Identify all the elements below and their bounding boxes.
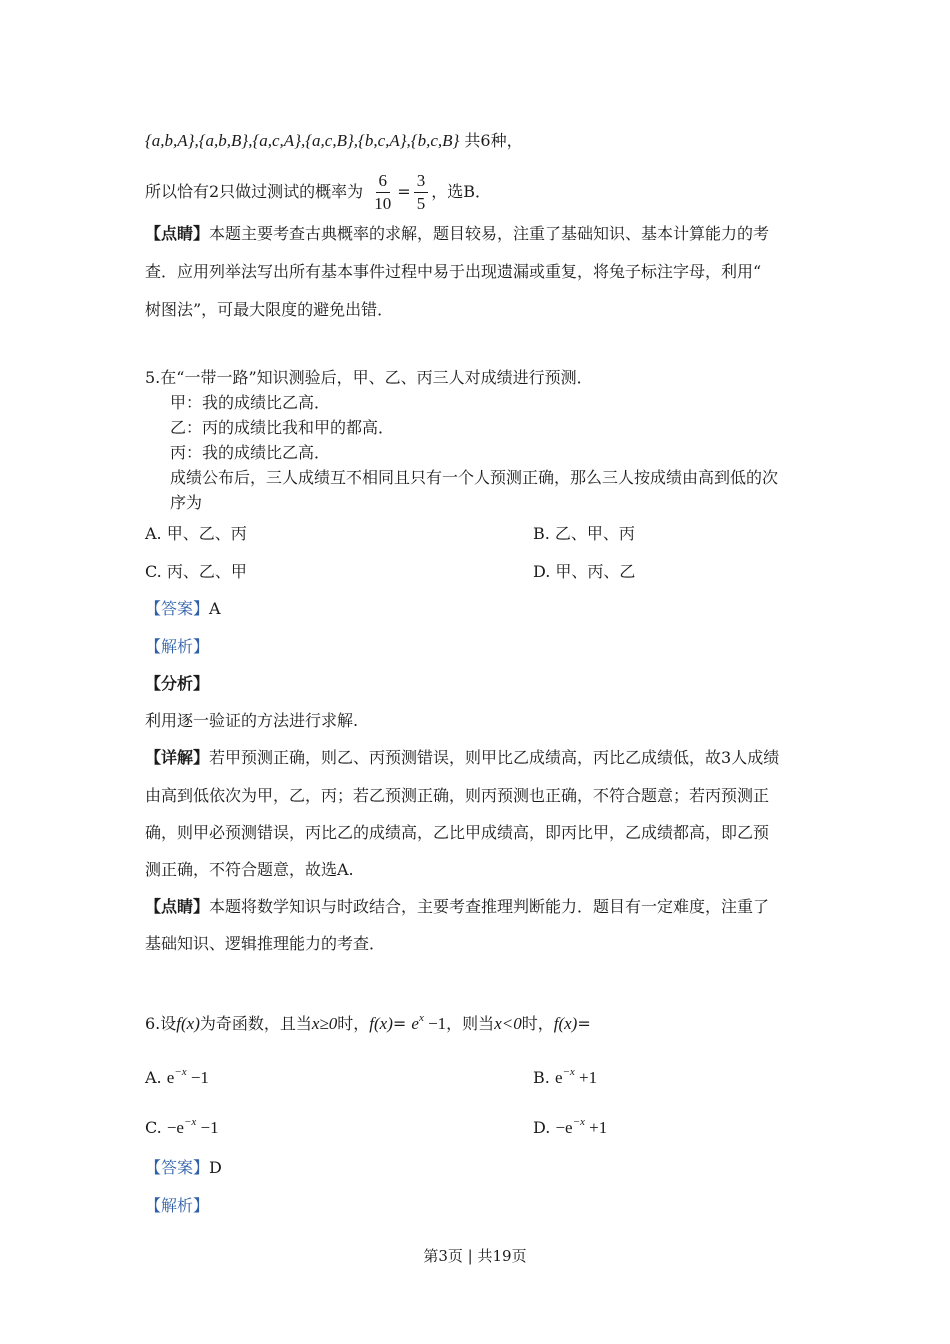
fraction-3-5 xyxy=(414,170,429,215)
comment-tag: 【点睛】 xyxy=(145,897,210,916)
exp-tail: −1 xyxy=(423,1014,447,1033)
equals-sign: = xyxy=(577,1014,591,1033)
option-tail: +1 xyxy=(574,1068,598,1087)
q5-statement-jia: 甲：我的成绩比乙高． xyxy=(170,393,331,412)
stem-text: 6.设 xyxy=(145,1014,177,1033)
q5-stem: 5.在“一带一路”知识测验后，甲、乙、丙三人对成绩进行预测． xyxy=(145,368,593,387)
option-exp: −x xyxy=(183,1116,197,1128)
condition-x-nonneg: x≥0 xyxy=(311,1014,338,1033)
option-tail: −1 xyxy=(186,1068,209,1087)
q5-option-d: D. 甲、丙、乙 xyxy=(533,562,636,581)
answer-tag: 【答案】 xyxy=(145,599,210,618)
answer-tag: 【答案】 xyxy=(145,1158,210,1177)
option-base: −e xyxy=(166,1118,184,1137)
probability-text: 所以恰有2只做过测试的概率为 xyxy=(145,182,364,201)
option-exp: −x xyxy=(174,1066,187,1078)
q6-answer xyxy=(145,1157,222,1179)
comment-text: 查．应用列举法写出所有基本事件过程中易于出现遗漏或重复，将兔子标注字母，利用“ xyxy=(145,262,762,281)
fx-symbol: f(x) xyxy=(176,1014,200,1033)
q6-jiexi-tag: 【解析】 xyxy=(145,1196,210,1215)
q5-jiexi-tag: 【解析】 xyxy=(145,637,210,656)
option-letter: D. xyxy=(533,1118,556,1137)
stem-text: 为奇函数，且当 xyxy=(199,1014,312,1033)
option-letter: C. xyxy=(145,1118,167,1137)
option-base: e xyxy=(166,1068,175,1087)
q5-option-a: A. 甲、乙、丙 xyxy=(145,524,247,543)
fraction-6-10 xyxy=(371,170,394,215)
option-base: e xyxy=(554,1068,563,1087)
equals-sign: = xyxy=(397,182,411,201)
frac-num: 3 xyxy=(414,170,429,193)
fx-symbol: f(x) xyxy=(553,1014,578,1033)
q5-fenxi-text: 利用逐一验证的方法进行求解. xyxy=(145,711,359,730)
stem-text: 时， xyxy=(521,1014,554,1033)
frac-den: 5 xyxy=(416,194,426,213)
q5-comment-line-1 xyxy=(145,896,769,918)
frac-num: 6 xyxy=(376,170,391,193)
q5-condition-line-1: 成绩公布后，三人成绩互不相同且只有一个人预测正确，那么三人按成绩由高到低的次 xyxy=(170,468,779,487)
option-letter: B. xyxy=(533,1068,555,1087)
answer-value: A xyxy=(209,599,221,618)
q6-option-a xyxy=(145,1067,209,1091)
option-letter: A. xyxy=(145,1068,167,1087)
q6-stem xyxy=(145,1013,591,1037)
option-tail: −1 xyxy=(196,1118,219,1137)
q5-detail-line-1 xyxy=(145,747,779,769)
q4-comment-line-3 xyxy=(145,299,393,321)
detail-tag: 【详解】 xyxy=(145,748,210,767)
detail-text: 若甲预测正确，则乙、丙预测错误，则甲比乙成绩高，丙比乙成绩低，故3人成绩 xyxy=(209,748,780,767)
q5-detail-line-4: 测正确，不符合题意，故选A. xyxy=(145,860,354,879)
comment-text: 本题主要考查古典概率的求解，题目较易，注重了基础知识、基本计算能力的考 xyxy=(209,224,770,243)
sets-line xyxy=(145,130,523,152)
comment-text: 树图法”，可最大限度的避免出错． xyxy=(145,300,394,319)
q4-comment-line-2 xyxy=(145,261,761,283)
q5-option-c: C. 丙、乙、甲 xyxy=(145,562,247,581)
q5-comment-line-2: 基础知识、逻辑推理能力的考查． xyxy=(145,934,386,953)
q5-statement-bing: 丙：我的成绩比乙高． xyxy=(170,443,331,462)
probability-line xyxy=(145,170,491,215)
fenxi-tag: 【分析】 xyxy=(145,674,210,693)
option-exp: −x xyxy=(562,1066,575,1078)
q5-condition-line-2: 序为 xyxy=(170,493,203,512)
q5-answer xyxy=(145,598,221,620)
sets-list: {a,b,A},{a,b,B},{a,c,A},{a,c,B},{b,c,A},{b,c,B} xyxy=(145,131,460,150)
condition-x-neg: x<0 xyxy=(494,1014,522,1033)
fx-symbol: f(x) xyxy=(369,1014,393,1033)
option-base: −e xyxy=(555,1118,573,1137)
q5-statement-yi: 乙：丙的成绩比我和甲的都高． xyxy=(170,418,395,437)
q6-option-d xyxy=(533,1117,607,1141)
exp-superscript: x xyxy=(418,1012,424,1024)
q4-comment-line-1 xyxy=(145,223,769,245)
equals-sign: = xyxy=(392,1014,412,1033)
probability-suffix: ，选B． xyxy=(431,182,491,201)
answer-value: D xyxy=(209,1158,222,1177)
q6-option-c xyxy=(145,1117,219,1141)
q6-option-b xyxy=(533,1067,597,1091)
option-exp: −x xyxy=(572,1116,585,1128)
stem-text: 时， xyxy=(337,1014,370,1033)
exp-base: e xyxy=(411,1014,419,1033)
q5-detail-line-3: 确，则甲必预测错误，丙比乙的成绩高，乙比甲成绩高，即丙比甲，乙成绩都高，即乙预 xyxy=(145,823,770,842)
q5-fenxi-tag xyxy=(145,673,209,695)
q5-detail-line-2: 由高到低依次为甲，乙，丙；若乙预测正确，则丙预测也正确，不符合题意；若丙预测正 xyxy=(145,786,770,805)
sets-count: 共6种， xyxy=(459,131,523,150)
comment-tag: 【点睛】 xyxy=(145,224,210,243)
stem-text: ，则当 xyxy=(446,1014,495,1033)
q5-option-b: B. 乙、甲、丙 xyxy=(533,524,635,543)
page-footer: 第3页 | 共19页 xyxy=(423,1247,527,1265)
option-tail: +1 xyxy=(584,1118,608,1137)
comment-text: 本题将数学知识与时政结合，主要考查推理判断能力．题目有一定难度，注重了 xyxy=(209,897,770,916)
frac-den: 10 xyxy=(374,194,392,213)
